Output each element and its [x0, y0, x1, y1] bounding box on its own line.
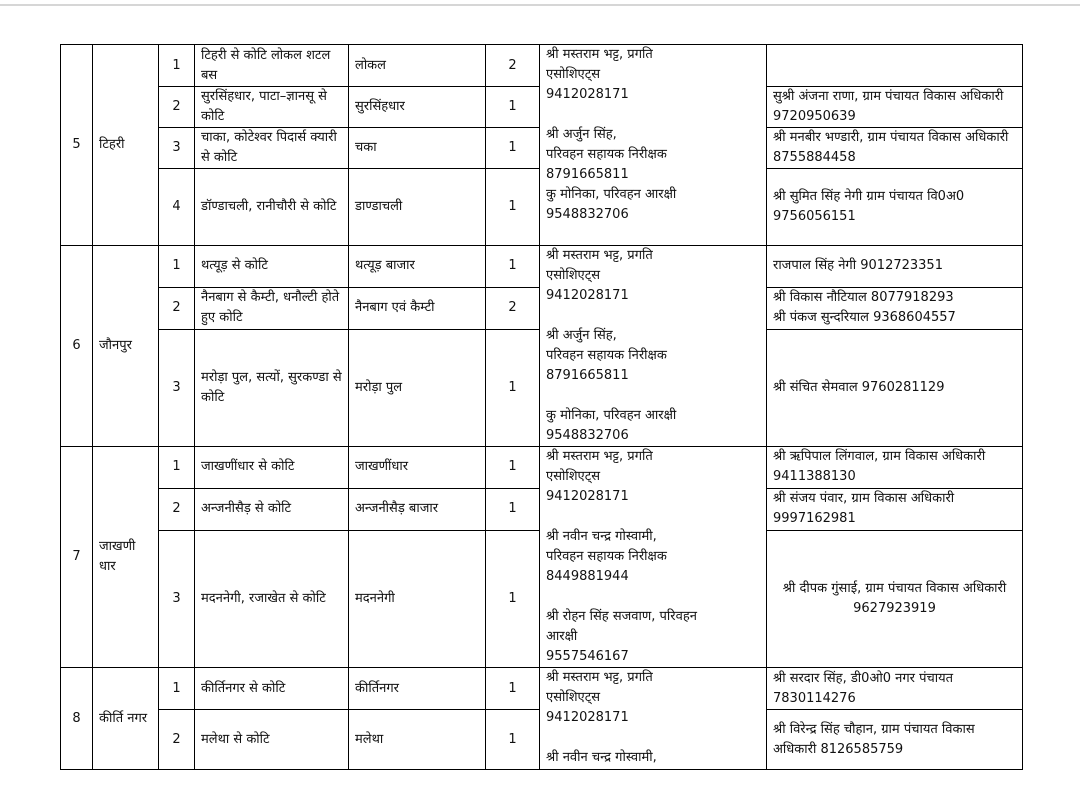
contact-line: 9412028171 — [546, 87, 629, 102]
row-number: 2 — [159, 710, 195, 770]
route-cell: जाखणींधार से कोटि — [195, 447, 349, 489]
row-number: 2 — [159, 87, 195, 128]
official-line: श्री विकास नौटियाल 8077918293 — [773, 290, 954, 306]
local-official-cell — [767, 287, 1023, 330]
contact-line: एसोशिएट्स — [546, 67, 601, 82]
contact-line: श्री मस्तराम भट्ट, प्रगति — [546, 248, 653, 263]
contact-line: परिवहन सहायक निरीक्षक — [546, 147, 667, 162]
vehicle-count-cell: 1 — [486, 128, 540, 169]
row-number: 1 — [159, 45, 195, 87]
contact-line: श्री मस्तराम भट्ट, प्रगति — [546, 47, 653, 62]
district-name: जाखणी धार — [93, 447, 159, 668]
contact-line: 9412028171 — [546, 710, 629, 725]
route-cell: मदननेगी, रजाखेत से कोटि — [195, 530, 349, 668]
contact-line: श्री रोहन सिंह सजवाण, परिवहन — [546, 609, 697, 624]
local-official-cell: श्री सरदार सिंह, डी0ओ0 नगर पंचायत 7830114276 — [767, 668, 1023, 710]
contact-line: श्री नवीन चन्द्र गोस्वामी, — [546, 750, 657, 765]
official-line: श्री पंकज सुन्दरियाल 9368604557 — [773, 310, 956, 326]
table-row — [61, 45, 1023, 87]
contact-line: परिवहन सहायक निरीक्षक — [546, 549, 667, 564]
route-table — [60, 44, 1023, 770]
row-number: 1 — [159, 246, 195, 288]
row-number: 3 — [159, 530, 195, 668]
contact-line: श्री नवीन चन्द्र गोस्वामी, — [546, 529, 657, 544]
serial-number: 8 — [61, 668, 93, 770]
route-cell: चाका, कोटेश्वर पिदार्स क्यारी से कोटि — [195, 128, 349, 169]
row-number: 2 — [159, 287, 195, 330]
page-top-rule — [0, 4, 1080, 6]
route-cell: अन्जनीसैड़ से कोटि — [195, 488, 349, 530]
row-number: 1 — [159, 447, 195, 489]
contact-line: 8791665811 — [546, 167, 629, 182]
contact-officers-cell — [540, 447, 767, 668]
boarding-point-cell: जाखणींधार — [349, 447, 486, 489]
serial-number: 6 — [61, 246, 93, 447]
district-name: टिहरी — [93, 45, 159, 246]
boarding-point-cell: अन्जनीसैड़ बाजार — [349, 488, 486, 530]
boarding-point-cell: चका — [349, 128, 486, 169]
contact-line: श्री अर्जुन सिंह, — [546, 127, 617, 142]
local-official-cell: श्री संचित सेमवाल 9760281129 — [767, 330, 1023, 447]
contact-line: एसोशिएट्स — [546, 469, 601, 484]
boarding-point-cell: मरोड़ा पुल — [349, 330, 486, 447]
vehicle-count-cell: 1 — [486, 668, 540, 710]
contact-line: परिवहन सहायक निरीक्षक — [546, 348, 667, 363]
vehicle-count-cell: 2 — [486, 45, 540, 87]
contact-line: 8791665811 — [546, 368, 629, 383]
vehicle-count-cell: 1 — [486, 488, 540, 530]
table-row — [61, 668, 1023, 710]
vehicle-count-cell: 1 — [486, 530, 540, 668]
contact-line: एसोशिएट्स — [546, 690, 601, 705]
contact-line: 9548832706 — [546, 207, 629, 222]
contact-line: 9412028171 — [546, 288, 629, 303]
contact-line: श्री मस्तराम भट्ट, प्रगति — [546, 670, 653, 685]
district-name: जौनपुर — [93, 246, 159, 447]
local-official-cell: श्री विरेन्द्र सिंह चौहान, ग्राम पंचायत विकास अधिकारी 8126585759 — [767, 710, 1023, 770]
route-cell: सुरसिंहधार, पाटा–ज्ञानसू से कोटि — [195, 87, 349, 128]
contact-officers-cell — [540, 45, 767, 246]
boarding-point-cell: कीर्तिनगर — [349, 668, 486, 710]
district-name: कीर्ति नगर — [93, 668, 159, 770]
route-cell: मरोड़ा पुल, सत्यों, सुरकण्डा से कोटि — [195, 330, 349, 447]
route-cell: नैनबाग से कैम्टी, धनौल्टी होते हुए कोटि — [195, 287, 349, 330]
boarding-point-cell: मलेथा — [349, 710, 486, 770]
contact-officers-cell — [540, 668, 767, 770]
vehicle-count-cell: 1 — [486, 710, 540, 770]
vehicle-count-cell: 2 — [486, 287, 540, 330]
contact-line: 9412028171 — [546, 489, 629, 504]
local-official-cell: राजपाल सिंह नेगी 9012723351 — [767, 246, 1023, 288]
contact-line: एसोशिएट्स — [546, 268, 601, 283]
contact-line: आरक्षी — [546, 629, 578, 644]
contact-line: कु मोनिका, परिवहन आरक्षी — [546, 408, 677, 423]
boarding-point-cell: लोकल — [349, 45, 486, 87]
vehicle-count-cell: 1 — [486, 246, 540, 288]
row-number: 2 — [159, 488, 195, 530]
vehicle-count-cell: 1 — [486, 330, 540, 447]
route-cell: टिहरी से कोटि लोकल शटल बस — [195, 45, 349, 87]
local-official-cell: श्री संजय पंवार, ग्राम विकास अधिकारी 9997162981 — [767, 488, 1023, 530]
route-cell: मलेथा से कोटि — [195, 710, 349, 770]
contact-officers-cell — [540, 246, 767, 447]
contact-line: 9548832706 — [546, 428, 629, 443]
row-number: 3 — [159, 330, 195, 447]
boarding-point-cell: थत्यूड़ बाजार — [349, 246, 486, 288]
vehicle-count-cell: 1 — [486, 87, 540, 128]
serial-number: 5 — [61, 45, 93, 246]
vehicle-count-cell: 1 — [486, 447, 540, 489]
contact-line: श्री अर्जुन सिंह, — [546, 328, 617, 343]
route-cell: थत्यूड़ से कोटि — [195, 246, 349, 288]
table-row — [61, 447, 1023, 489]
contact-line: 9557546167 — [546, 649, 629, 664]
local-official-cell: श्री सुमित सिंह नेगी ग्राम पंचायत वि0अ0 9756056151 — [767, 169, 1023, 246]
table-row — [61, 246, 1023, 288]
row-number: 3 — [159, 128, 195, 169]
route-cell: डॉण्डाचली, रानीचौरी से कोटि — [195, 169, 349, 246]
local-official-cell: श्री मनबीर भण्डारी, ग्राम पंचायत विकास अधिकारी 8755884458 — [767, 128, 1023, 169]
row-number: 1 — [159, 668, 195, 710]
boarding-point-cell: मदननेगी — [349, 530, 486, 668]
boarding-point-cell: नैनबाग एवं कैम्टी — [349, 287, 486, 330]
boarding-point-cell: सुरसिंहधार — [349, 87, 486, 128]
boarding-point-cell: डाण्डाचली — [349, 169, 486, 246]
vehicle-count-cell: 1 — [486, 169, 540, 246]
serial-number: 7 — [61, 447, 93, 668]
local-official-cell: श्री ऋपिपाल लिंगवाल, ग्राम विकास अधिकारी 9411388130 — [767, 447, 1023, 489]
contact-line: 8449881944 — [546, 569, 629, 584]
local-official-cell — [767, 45, 1023, 87]
row-number: 4 — [159, 169, 195, 246]
contact-line: कु मोनिका, परिवहन आरक्षी — [546, 187, 677, 202]
local-official-cell: श्री दीपक गुंसाई, ग्राम पंचायत विकास अधिकारी 9627923919 — [767, 530, 1023, 668]
contact-line: श्री मस्तराम भट्ट, प्रगति — [546, 449, 653, 464]
route-cell: कीर्तिनगर से कोटि — [195, 668, 349, 710]
local-official-cell: सुश्री अंजना राणा, ग्राम पंचायत विकास अधिकारी 9720950639 — [767, 87, 1023, 128]
